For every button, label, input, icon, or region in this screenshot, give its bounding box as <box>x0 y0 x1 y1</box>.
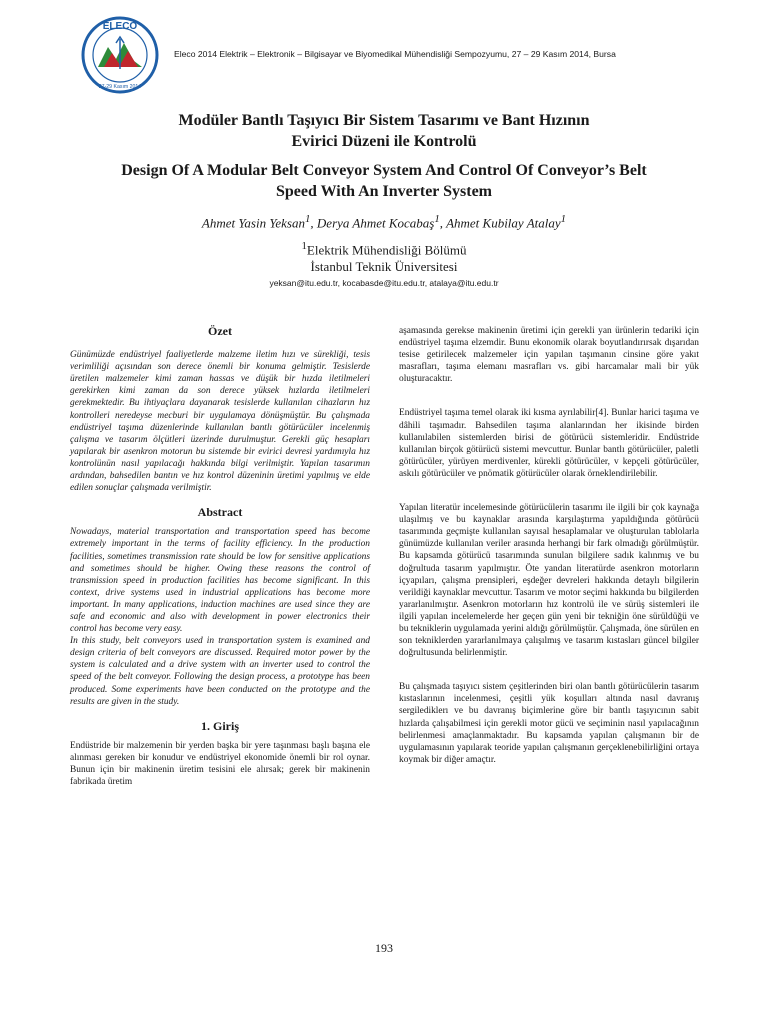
author-name: Ahmet Kubilay Atalay <box>446 215 561 231</box>
section-heading: Özet <box>208 324 232 338</box>
page-header <box>80 15 700 95</box>
affiliation <box>0 238 768 274</box>
university: İstanbul Teknik Üniversitesi <box>310 258 458 274</box>
eleco-logo <box>80 15 160 95</box>
title-english-line-1: Design Of A Modular Belt Conveyor System And Control Of Conveyor’s Belt <box>121 162 647 179</box>
paragraph: Endüstride bir malzemenin bir yerden başka bir yere taşınması başlı başına ele alınması gereken bir konudur ve endüstriyel ekonomide önemli bir rol oynar. Bunun için bir makinenin üretim tesisini ele alırsak; gerek bir makinenin fabrikada üretim <box>70 740 370 788</box>
title-english <box>0 160 768 202</box>
author-separator: , <box>310 215 317 231</box>
logo-name: ELECO <box>102 21 138 32</box>
section-heading: Abstract <box>197 505 243 520</box>
paragraph: In this study, belt conveyors used in transportation system is examined and design criteria of belt conveyors are discussed. Required motor power by the system is calculated and a drive system with an inverter used to control the speed of the belt conveyor. Following the design process, a prototype has been produced. Some experiments have been conducted on the prototype and the results are given in the study. <box>70 636 370 707</box>
author-separator: , <box>439 215 447 231</box>
title-block <box>0 110 768 288</box>
section-heading: 1. Giriş <box>201 718 239 733</box>
title-turkish-line-1: Modüler Bantlı Taşıyıcı Bir Sistem Tasarımı ve Bant Hızının <box>178 112 590 129</box>
department-name: Elektrik Mühendisliği Bölümü <box>306 242 467 258</box>
author-emails: yeksan@itu.edu.tr, kocabasde@itu.edu.tr, atalaya@itu.edu.tr <box>269 277 499 288</box>
author-name: Ahmet Yasin Yeksan <box>201 215 305 231</box>
paragraph: aşamasında gerekse makinenin üretimi için gerekli yan ürünlerin tedariki için endüstriyel taşıma elzemdir. Bunu ekonomik olarak boyutlandırırsak dışarıdan tesise getirilecek malzemeler için yapılan taşımanın cinsine göre yakıt masrafları, taşıma elemanı masrafları vs. gibi harcamalar mali bir yük oluşturacaktır. <box>399 326 699 385</box>
paragraph: Endüstriyel taşıma temel olarak iki kısma ayrılabilir[4]. Bunlar harici taşıma ve dâhili taşımadır. Bahsedilen taşıma alanlarından her ikisinde birden kullanılabilen sistemlerden birisi de götürücü sistemleridir. Endüstride kullanılan birçok götürücü sistemi mevcuttur. Bunlar bantlı götürücüler, paletli götürücüler, yürüyen merdivenler, kürekli götürücüler, v kepçeli götürücüler, askılı götürücüler ve pnömatik götürücüler olarak örneklendirilebilir. <box>399 408 699 479</box>
paragraph: Yapılan literatür incelemesinde götürücülerin tasarımı ile ilgili bir çok kaynağa ulaşılmış ve bu kaynaklar arasında karşılaştırma yapıldığında götürücü tasarımında geçmişte kullanılan sayısal hesaplamalar ve oluşturulan tablolarla günümüzde kullanılan veriler arasında herhangi bir fark olmadığı görülmüştür. Bu kapsamda götürücü tasarımında sunulan bilgilere sadık kalınmış ve bu doğrultuda tasarım yapılmıştır. Öte yandan literatürde asenkron motorların içyapıları, çalışma prensipleri, eşdeğer devreleri hakkında detaylı bilgilerin verildiği kaynaklar mevcuttur. Tasarım ve motor seçimi hakkında bu bilgilerden yararlanılmıştır. Asenkron motorların hız kontrolü ile ve sürüş sistemleri ile ilgili yapılan incelemelerde her geçen gün yeni bir tekniğin öne sürüldüğü ve bu tekniklerin uygulamada yerini aldığı görülmüştür. Çalışmada, öne sürülen en son tekniklerden yararlanılmaya çalışılmış ve tasarım kıstasları güncel bilgiler doğrultusunda belirlenmiştir. <box>399 503 699 659</box>
left-column <box>70 325 370 788</box>
paragraph: Günümüzde endüstriyel faaliyetlerde malzeme iletim hızı ve sürekliği, tesis verimliliği açısından son derece önemli bir konuma gelmiştir. Tesislerde üretilen malzemeler kimi zaman hassas ve düşük bir hızda iletilmeleri gerekirken kimi zaman da son derece yüksek hızlarda iletilmeleri gerekmektedir. Bu ihtiyaçlara dayanarak tesislerde kullanılan cihazların hız kontrolleri neredeyse mecburi bir uygulamaya dönüşmüştür. Bu çalışmada endüstriyel taşıma düzenlerinde kullanılan bantlı götürücüler incelenmiş çalışma ve tasarım ölçütleri üzerinde durulmuştur. Gerekli güç hesapları yapılarak bir asenkron motorun bu sistemde bir evirici devresi yardımıyla hız kontrolünün nasıl yapılacağı hakkında bilgi verilmiştir. Yapılan tasarımın ardından, bahsedilen bantın ve hız kontrol düzeninin üretimi yapılmış ve elde edilen sonuçlar çalışmada verilmiştir. <box>70 350 370 494</box>
page-number: 193 <box>375 941 393 955</box>
right-column <box>399 325 699 766</box>
paragraph: Bu çalışmada taşıyıcı sistem çeşitlerinden biri olan bantlı götürücülerin tasarım kıstaslarının incelenmesi, çeşitli yük koşulları altında nasıl davranış sergilediklerı ve bu davranış biçimlerine göre bir bantlı taşıyıcının sabit hızlarda çalışabilmesi için gerekli motor gücü ve seçiminin nasıl yapılacağının belirlenmesi amaçlanmaktadır. Bu kapsamda yapılan çalışmanın bir de uygulamasının yapılarak teoride yapılan çalışmanın gerçeklenebilirliğini ortaya koymak bir diğer amaçtır. <box>399 682 699 765</box>
title-turkish-line-2: Evirici Düzeni ile Kontrolü <box>291 133 477 150</box>
author-affiliation-marker: 1 <box>304 213 311 225</box>
logo-date: 27-29 Kasım 2014 <box>98 84 142 90</box>
title-turkish <box>0 110 768 152</box>
author-name: Derya Ahmet Kocabaş <box>316 215 435 231</box>
author-affiliation-marker: 1 <box>560 213 567 225</box>
author-affiliation-marker: 1 <box>434 213 440 225</box>
paragraph: Nowadays, material transportation and transportation speed has become extremely important in the terms of facility efficiency. In the production facilities, sometimes transmission rate should be low for sensitive applications and sometimes should be higher. Owing these reasons the control of transmission speed in production facilities has become significant. In this context, drive systems used in industrial applications has become more important. In many applications, induction machines are used since they are safe and economic and also with development in power electronics their control has become very easy. <box>70 527 370 635</box>
affiliation-marker: 1 <box>301 240 307 253</box>
conference-name: Eleco 2014 Elektrik – Elektronik – Bilgisayar ve Biyomedikal Mühendisliği Sempozyumu, 27 – 29 Kasım 2014, Bursa <box>174 49 616 59</box>
department <box>0 238 768 258</box>
author-list <box>0 210 768 232</box>
title-english-line-2: Speed With An Inverter System <box>275 183 492 200</box>
